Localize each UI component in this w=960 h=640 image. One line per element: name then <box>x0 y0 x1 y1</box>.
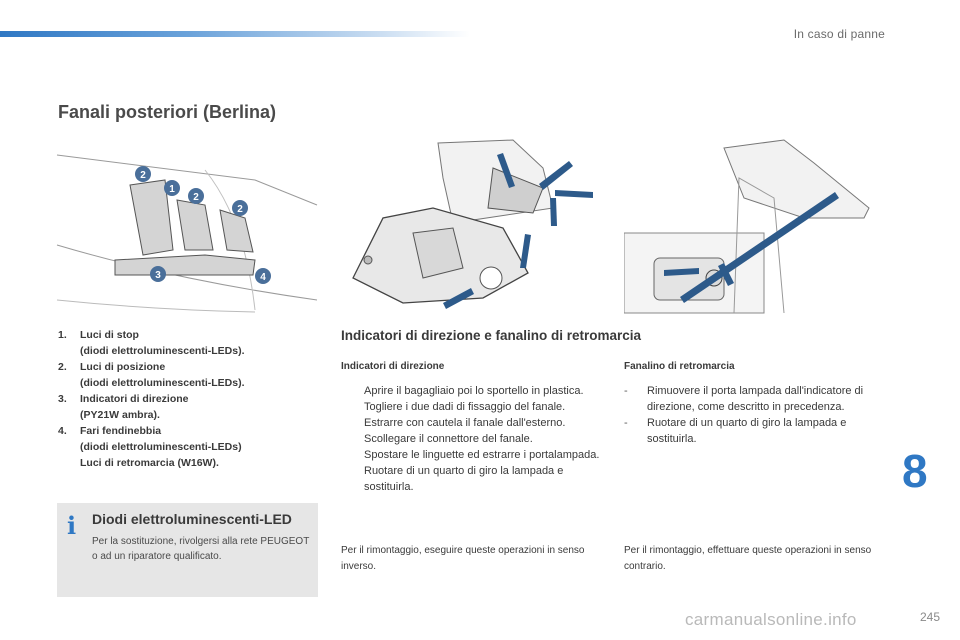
svg-text:3: 3 <box>155 270 161 281</box>
callout-badge <box>164 180 180 196</box>
step-marker-icon <box>341 463 364 495</box>
step-item: Ruotare di un quarto di giro la lampada e sostituirla. <box>341 463 603 495</box>
svg-text:4: 4 <box>260 272 266 283</box>
info-text: Per la sostituzione, rivolgersi alla rete PEUGEOT o ad un riparatore qualificato. <box>92 536 310 562</box>
legend-item: 1. Luci di stop (diodi elettroluminescenti-LEDs). <box>58 329 245 357</box>
reversing-lamp-note: Per il rimontaggio, effettuare queste operazioni in senso contrario. <box>624 545 872 572</box>
turn-indicator-subtitle: Indicatori di direzione <box>341 361 445 372</box>
svg-text:2: 2 <box>140 170 146 181</box>
svg-text:2: 2 <box>193 192 199 203</box>
legend-item: 4. Fari fendinebbia (diodi elettroluminescenti-LEDs) Luci di retromarcia (W16W). <box>58 425 242 469</box>
step-marker-icon <box>341 447 364 463</box>
turn-indicator-note: Per il rimontaggio, eseguire queste operazioni in senso inverso. <box>341 545 585 572</box>
step-item: Aprire il bagagliaio poi lo sportello in plastica. <box>341 383 603 399</box>
legend-item: 2. Luci di posizione (diodi elettroluminescenti-LEDs). <box>58 361 245 389</box>
lamp-segment <box>220 210 253 252</box>
step-item: Spostare le linguette ed estrarre i portalampada. <box>341 447 603 463</box>
callout-badge <box>232 200 248 216</box>
lamp-segment <box>115 255 255 275</box>
svg-text:2: 2 <box>237 204 243 215</box>
step-marker-icon <box>341 399 364 415</box>
page-title: Fanali posteriori (Berlina) <box>58 102 277 122</box>
callout-badge <box>135 166 151 182</box>
chapter-title: In caso di panne <box>793 27 885 41</box>
header-accent-bar <box>0 31 470 37</box>
legend-item: 3. Indicatori di direzione (PY21W ambra). <box>58 393 189 421</box>
watermark: carmanualsonline.info <box>685 610 857 629</box>
step-item: - Rimuovere il porta lampada dall'indicatore di direzione, come descritto in precedenza. <box>624 385 864 413</box>
reversing-lamp-subtitle: Fanalino di retromarcia <box>624 361 735 372</box>
lamp-segment <box>177 200 213 250</box>
step-item: Scollegare il connettore del fanale. <box>341 431 603 447</box>
info-title: Diodi elettroluminescenti-LED <box>92 511 292 527</box>
step-marker-icon: - <box>624 417 628 429</box>
section-title: Indicatori di direzione e fanalino di retromarcia <box>341 328 642 343</box>
step-item: - Ruotare di un quarto di giro la lampada e sostituirla. <box>624 417 847 445</box>
step-marker-icon <box>341 383 364 399</box>
svg-text:1: 1 <box>169 184 175 195</box>
callout-badge <box>188 188 204 204</box>
turn-indicator-removal-figure <box>343 138 608 318</box>
reversing-lamp-figure <box>624 138 874 318</box>
chapter-number: 8 <box>902 445 928 497</box>
step-item: Togliere i due dadi di fissaggio del fanale. <box>341 399 603 415</box>
callout-badge <box>255 268 271 284</box>
turn-indicator-steps <box>341 383 603 495</box>
step-marker-icon <box>341 431 364 447</box>
rear-lamp-figure <box>55 150 320 315</box>
step-item: Estrarre con cautela il fanale dall'esterno. <box>341 415 603 431</box>
info-icon: i <box>67 511 77 540</box>
page-number: 245 <box>919 610 940 624</box>
reversing-lamp-steps <box>624 383 886 447</box>
step-marker-icon <box>341 415 364 431</box>
step-marker-icon: - <box>624 385 628 397</box>
lamp-legend <box>58 327 328 471</box>
callout-badge <box>150 266 166 282</box>
info-box <box>57 503 318 597</box>
